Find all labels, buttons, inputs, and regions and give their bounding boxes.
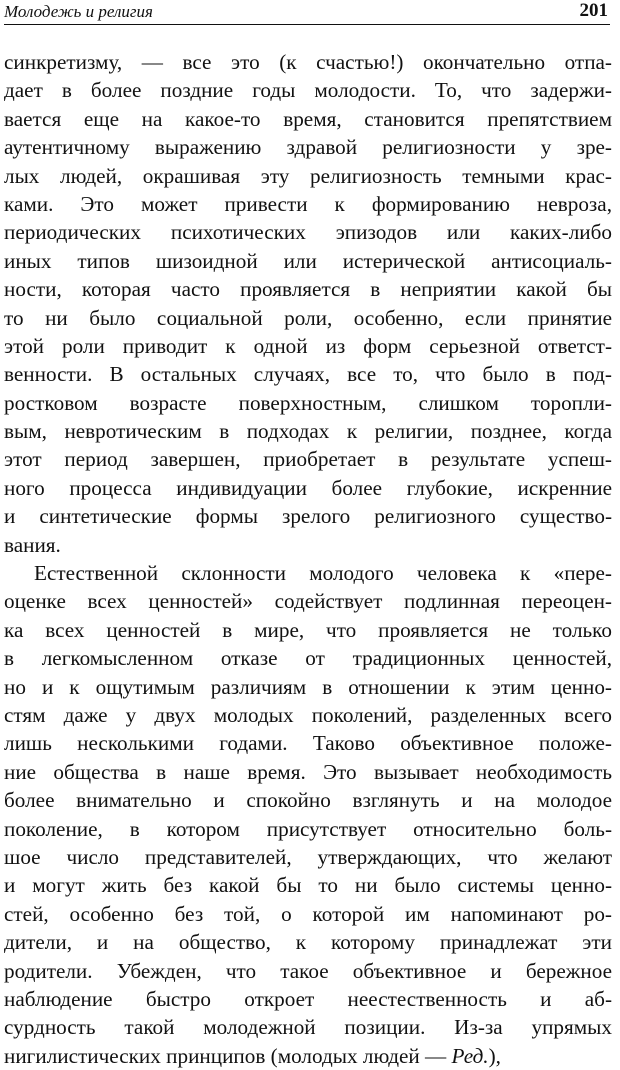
text-line: нигилистических принципов (молодых людей — Ред.), bbox=[4, 1043, 501, 1068]
text-line: дители, и на общество, к которому принадлежат эти bbox=[4, 930, 612, 955]
text-line: вается еще на какое-то время, становится препятствием bbox=[4, 106, 612, 131]
text-line: шое число представителей, утверждающих, что желают bbox=[4, 844, 612, 869]
page-header bbox=[4, 0, 610, 25]
page-number: 201 bbox=[579, 0, 608, 21]
text-line: вым, невротическим в подходах к религии, позднее, когда bbox=[4, 419, 612, 444]
text-line: в легкомысленном отказе от традиционных ценностей, bbox=[4, 646, 612, 671]
text-line: оценке всех ценностей» содействует подлинная переоцен- bbox=[4, 589, 612, 614]
text-line: ками. Это может привести к формированию невроза, bbox=[4, 191, 612, 216]
text-line: наблюдение быстро откроет неестественность и аб- bbox=[4, 986, 612, 1011]
text-line: иных типов шизоидной или истерической антисоциаль- bbox=[4, 248, 612, 273]
text-line: ка всех ценностей в мире, что проявляется не только bbox=[4, 617, 612, 642]
text-line: Естественной склонности молодого человека к «пере- bbox=[34, 561, 612, 586]
text-line: лых людей, окрашивая эту религиозность темными крас- bbox=[4, 163, 612, 188]
text-line: и синтетические формы зрелого религиозного существо- bbox=[4, 504, 612, 529]
text-line: поколение, в котором присутствует относительно боль- bbox=[4, 816, 612, 841]
text-line: родители. Убежден, что такое объективное и бережное bbox=[4, 958, 612, 983]
running-head: Молодежь и религия bbox=[4, 2, 153, 21]
text-line: венности. В остальных случаях, все то, что было в под- bbox=[4, 362, 612, 387]
text-line: вания. bbox=[4, 532, 61, 557]
text-line: стям даже у двух молодых поколений, разделенных всего bbox=[4, 702, 612, 727]
text-line: этот период завершен, приобретает в результате успеш- bbox=[4, 447, 612, 472]
text-line: но и к ощутимым различиям в отношении к этим ценно- bbox=[4, 674, 612, 699]
text-line: синкретизму, — все это (к счастью!) окончательно отпа- bbox=[4, 50, 612, 74]
text-line: аутентичному выражению здравой религиозности у зре- bbox=[4, 135, 612, 160]
text-line: более внимательно и спокойно взглянуть и на молодое bbox=[4, 788, 612, 813]
text-line: дает в более поздние годы молодости. То, что задержи- bbox=[4, 78, 612, 103]
body-text bbox=[4, 48, 612, 1070]
text-line: сурдность такой молодежной позиции. Из-за упрямых bbox=[4, 1015, 612, 1040]
text-line: лишь несколькими годами. Таково объективное положе- bbox=[4, 731, 612, 756]
text-line: ного процесса индивидуации более глубокие, искренние bbox=[4, 475, 612, 500]
text-line: то ни было социальной роли, особенно, если принятие bbox=[4, 305, 612, 330]
paragraph bbox=[4, 48, 612, 559]
text-line: этой роли приводит к одной из форм серьезной ответст- bbox=[4, 333, 612, 358]
text-line: ности, которая часто проявляется в неприятии какой бы bbox=[4, 277, 612, 302]
paragraph bbox=[4, 559, 612, 1070]
text-line: и могут жить без какой бы то ни было системы ценно- bbox=[4, 873, 612, 898]
text-line: стей, особенно без той, о которой им напоминают ро- bbox=[4, 901, 612, 926]
text-line: периодических психотических эпизодов или каких-либо bbox=[4, 220, 612, 245]
text-line: ростковом возрасте поверхностным, слишком торопли- bbox=[4, 390, 612, 415]
text-line: ние общества в наше время. Это вызывает необходимость bbox=[4, 759, 612, 784]
